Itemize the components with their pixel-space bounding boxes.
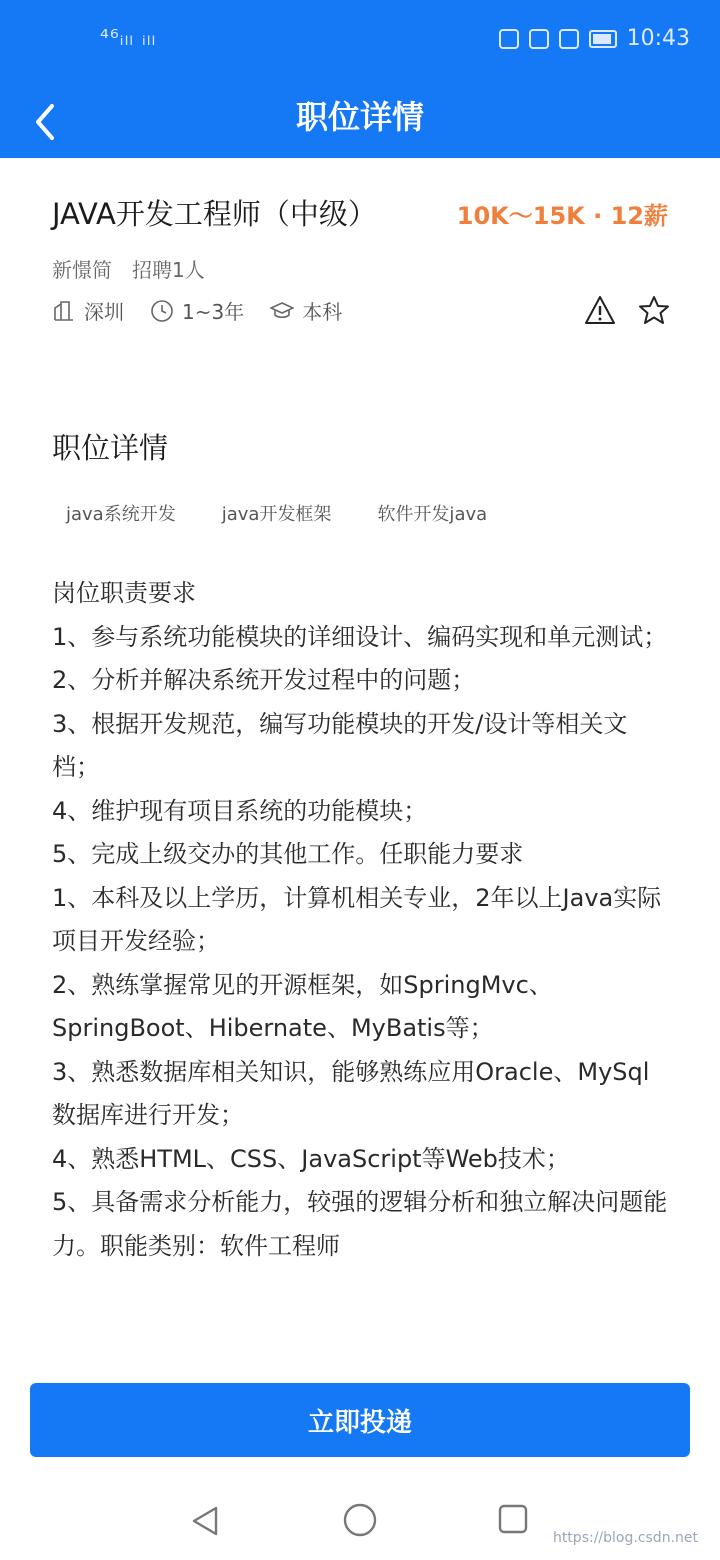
description-line: 岗位职责要求 [52, 579, 196, 607]
description-line: 4、维护现有项目系统的功能模块； [52, 796, 428, 825]
status-bar [0, 0, 720, 80]
skill-tag: java开发框架 [208, 496, 346, 530]
clock-icon [150, 299, 174, 323]
description-line: 3、根据开发规范，编写功能模块的开发/设计等相关文档； [52, 709, 628, 781]
favorite-star-icon[interactable] [638, 294, 670, 326]
graduation-cap-icon [270, 299, 294, 323]
nav-home-icon[interactable] [342, 1502, 378, 1538]
description-line: 5、完成上级交办的其他工作。任职能力要求 [52, 840, 524, 868]
job-description [52, 572, 672, 1268]
battery-icon [589, 30, 617, 48]
education-item [270, 296, 342, 325]
system-nav-bar [0, 1478, 720, 1560]
status-time: 10:43 [626, 26, 690, 51]
eye-icon [529, 29, 549, 49]
nav-recent-apps-icon[interactable] [496, 1502, 530, 1536]
watermark: https://blog.csdn.net [552, 1530, 698, 1546]
salary-label: 10K～15K · 12薪 [456, 202, 668, 230]
headcount-label: 招聘1人 [132, 258, 205, 282]
page-title: 职位详情 [295, 98, 424, 136]
experience-label: 1~3年 [182, 300, 245, 324]
app-bar [0, 80, 720, 158]
description-line: 4、熟悉HTML、CSS、JavaScript等Web技术； [52, 1144, 570, 1173]
job-title: JAVA开发工程师（中级） [52, 197, 377, 231]
description-line: 1、本科及以上学历，计算机相关专业，2年以上Java实际项目开发经验； [52, 883, 662, 955]
company-line [52, 254, 205, 283]
signal-indicator: ⁴⁶ᵢₗₗ ᵢₗₗ [100, 26, 157, 51]
education-label: 本科 [302, 300, 343, 324]
experience-item [150, 296, 244, 325]
description-line: 1、参与系统功能模块的详细设计、编码实现和单元测试； [52, 622, 668, 651]
location-label: 深圳 [84, 300, 124, 324]
alarm-icon [499, 29, 519, 49]
status-icons [499, 26, 690, 51]
skill-tag: 软件开发java [363, 496, 501, 530]
skill-tag: java系统开发 [52, 496, 190, 530]
description-line: 3、熟悉数据库相关知识，能够熟练应用Oracle、MySql数据库进行开发； [52, 1057, 650, 1129]
section-title: 职位详情 [52, 431, 169, 465]
description-line: 2、熟练掌握常见的开源框架，如SpringMvc、SpringBoot、Hibernate、MyBatis等； [52, 970, 553, 1042]
vibrate-icon [559, 29, 579, 49]
building-icon [52, 299, 76, 323]
nav-back-icon[interactable] [188, 1504, 222, 1538]
location-item [52, 296, 124, 325]
skill-tags [52, 496, 501, 530]
report-warning-icon[interactable] [584, 294, 616, 326]
job-actions [584, 294, 670, 326]
company-name: 新憬简 [52, 258, 112, 282]
job-meta-row [52, 296, 342, 325]
description-line: 2、分析并解决系统开发过程中的问题； [52, 666, 476, 694]
description-line: 5、具备需求分析能力，较强的逻辑分析和独立解决问题能力。职能类别：软件工程师 [52, 1188, 668, 1260]
apply-now-button[interactable]: 立即投递 [30, 1383, 690, 1457]
